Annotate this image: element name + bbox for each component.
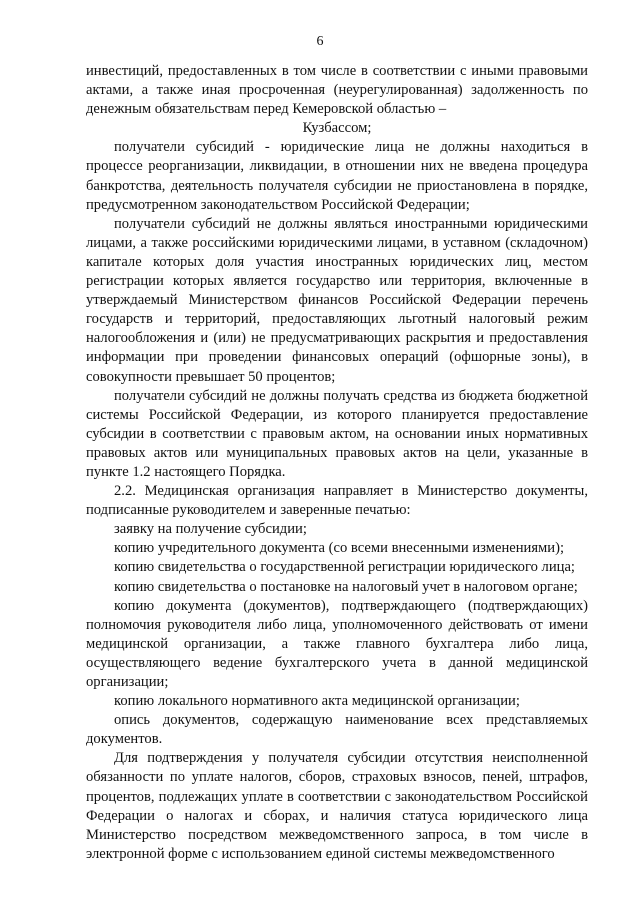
document-body [86,62,588,864]
paragraph-foreign-entity-condition: получатели субсидий не должны являться иностранными юридическими лицами, а также российскими юридическими лицами, в уставном (складочном) капитале которых доля участия иностранных юридических лиц, местом регистрации которых является государство или территория, включенные в утверждаемый Министерством финансов Российской Федерации перечень государств и территорий, предоставляющих льготный налоговый режим налогообложения и (или) не предусматривающих раскрытия и предоставления информации при проведении финансовых операций (офшорные зоны), в совокупности превышает 50 процентов; [86,215,588,385]
list-item-authority-documents: копию документа (документов), подтверждающего (подтверждающих) полномочия руководителя либо лица, уполномоченного действовать от имени медицинской организации, а также главного бухгалтера либо лица, осуществляющего ведение бухгалтерского учета в данной медицинской организации; [86,597,588,690]
list-item-founding-document: копию учредительного документа (со всеми внесенными изменениями); [114,540,565,557]
page-number: 6 [316,34,324,49]
list-item-registration-certificate: копию свидетельства о государственной регистрации юридического лица; [114,559,575,576]
list-item-document-inventory: опись документов, содержащую наименование всех представляемых документов. [86,712,588,748]
paragraph-reorganization-condition: получатели субсидий - юридические лица не должны находиться в процессе реорганизации, ликвидации, в отношении них не введена процедура банкротства, деятельность получателя субсидии не приостановлена в порядке, предусмотренном законодательством Российской Федерации; [86,139,588,213]
paragraph-continuation: инвестиций, предоставленных в том числе в соответствии с иными правовыми актами, а также иная просроченная (неурегулированная) задолженность по денежным обязательствам перед Кемеровской областью – [86,63,588,118]
list-item-application: заявку на получение субсидии; [114,521,307,538]
paragraph-section-2-2: 2.2. Медицинская организация направляет в Министерство документы, подписанные руководителем и заверенные печатью: [86,483,588,519]
paragraph-continuation-end: Кузбассом; [302,120,372,137]
paragraph-verification: Для подтверждения у получателя субсидии отсутствия неисполненной обязанности по уплате налогов, сборов, страховых взносов, пеней, штрафов, процентов, подлежащих уплате в соответствии с законодательством Российской Федерации о налогах и сборах, и наличия статуса юридического лица Министерство посредством межведомственного запроса, в том числе в электронной форме с использованием единой системы межведомственного [86,750,588,862]
list-item-tax-certificate: копию свидетельства о постановке на налоговый учет в налоговом органе; [114,578,578,595]
paragraph-budget-funds-condition: получатели субсидий не должны получать средства из бюджета бюджетной системы Российской Федерации, из которого планируется предоставление субсидии в соответствии с правовым актом, на основании иных нормативных правовых актов или муниципальных правовых актов на цели, указанные в пункте 1.2 настоящего Порядка. [86,387,588,480]
list-item-local-act: копию локального нормативного акта медицинской организации; [114,693,520,710]
